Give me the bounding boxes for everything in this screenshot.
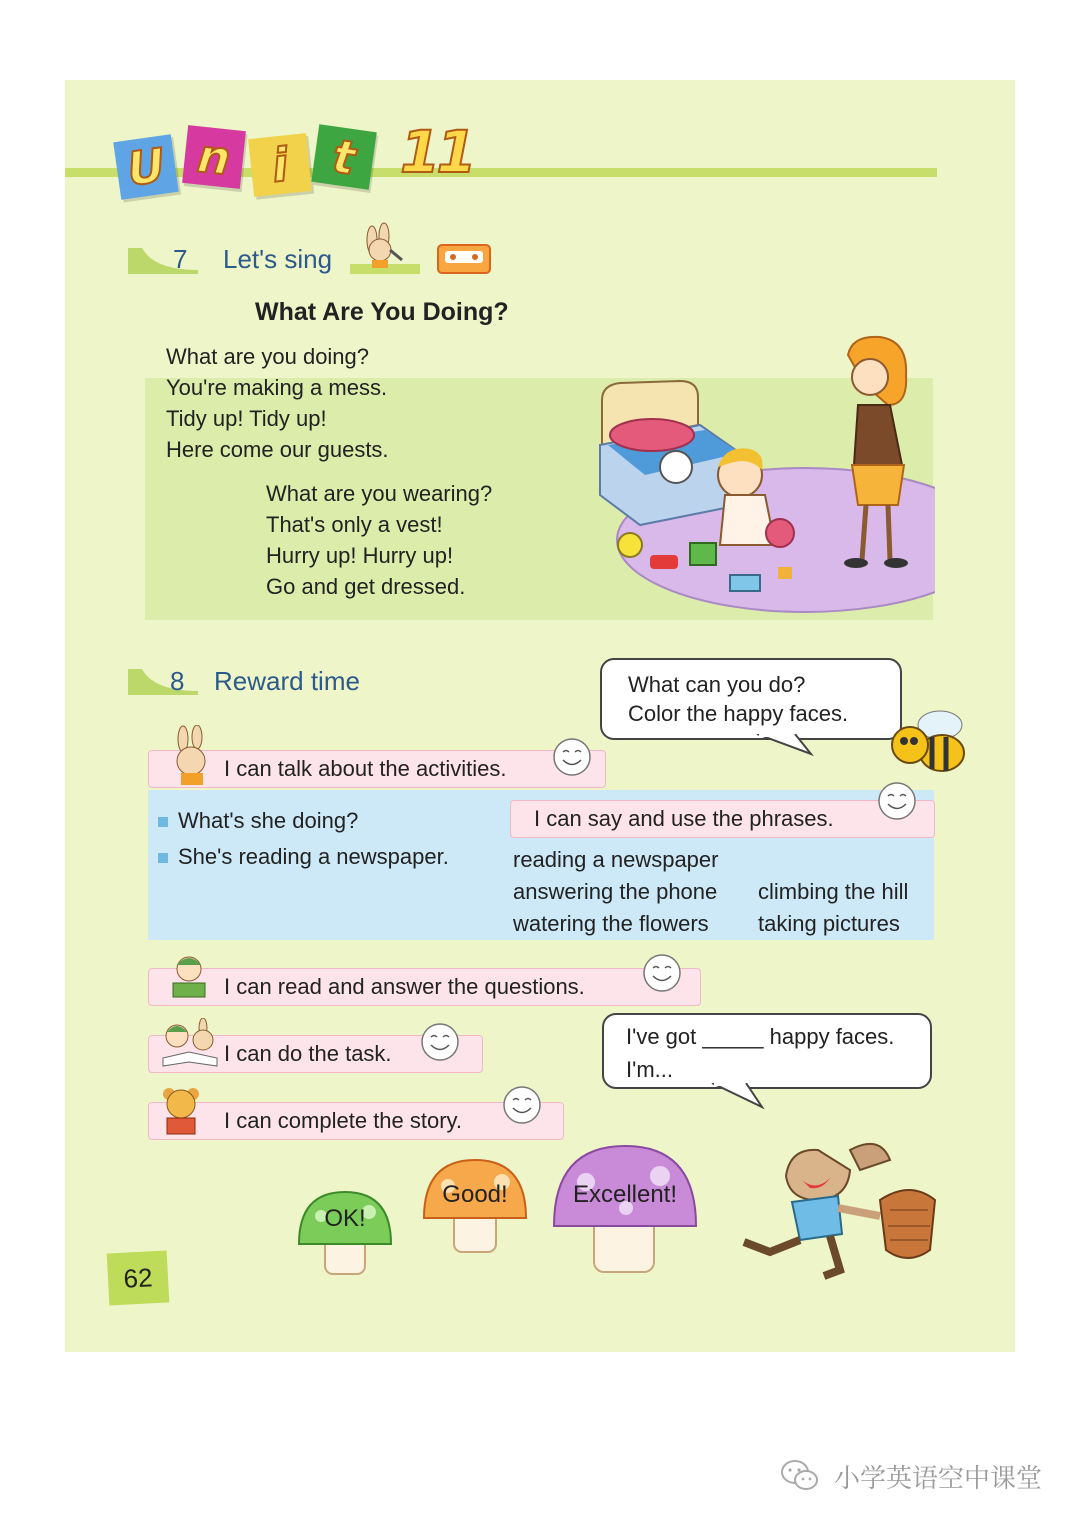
reward-label: I can complete the story. (224, 1108, 463, 1133)
excellent-mushroom-icon[interactable] (550, 1142, 700, 1277)
section-title: Reward time (214, 666, 360, 696)
section-tab-marker (128, 248, 198, 274)
result-speech-bubble (602, 1013, 932, 1089)
messy-room-illustration (590, 335, 935, 625)
reward-label: I can say and use the phrases. (534, 806, 834, 831)
happy-face-icon[interactable] (552, 737, 592, 777)
mushroom-label-ok: OK! (324, 1205, 366, 1232)
kids-with-book-icon (159, 1018, 221, 1070)
bee-icon (880, 705, 975, 785)
bullet-icon (158, 853, 168, 863)
phrase: climbing the hill (758, 879, 909, 904)
example-answer-text: She's reading a newspaper. (178, 844, 449, 869)
lyric-line: Tidy up! Tidy up! (166, 406, 327, 431)
reward-label: I can read and answer the questions. (224, 974, 585, 999)
unit-number: 11 (400, 118, 473, 186)
example-question (158, 808, 358, 834)
lyric-line: Go and get dressed. (266, 574, 466, 599)
section-title: Let's sing (223, 244, 333, 274)
lyric-line: What are you wearing? (266, 481, 493, 506)
section-tab-marker (128, 669, 198, 695)
unit-letter-n: n (182, 125, 246, 189)
example-answer (158, 844, 449, 870)
ok-mushroom-icon[interactable] (295, 1188, 395, 1278)
mushroom-label-excellent: Excellent! (572, 1181, 678, 1208)
verse-1 (166, 341, 389, 465)
lyric-line: Here come our guests. (166, 437, 389, 462)
reward-label: I can talk about the activities. (224, 756, 507, 781)
lyric-line: What are you doing? (166, 344, 370, 369)
reward-read-answer (148, 968, 701, 1006)
unit-letter-i: i (248, 133, 312, 197)
lyric-line: That's only a vest! (266, 512, 443, 537)
page-number: 62 (107, 1250, 170, 1305)
bubble-line: I've got _____ happy faces. (626, 1024, 895, 1049)
lyric-line: Hurry up! Hurry up! (266, 543, 454, 568)
mushroom-label-good: Good! (442, 1181, 508, 1208)
phrase: reading a newspaper (513, 847, 719, 872)
singing-rabbit-icon (350, 220, 420, 280)
happy-face-icon[interactable] (642, 953, 682, 993)
reward-say-phrases (510, 800, 935, 838)
phrase: taking pictures (758, 911, 900, 936)
section-number: 7 (173, 244, 188, 274)
lyric-line: You're making a mess. (166, 375, 388, 400)
bubble-line: Color the happy faces. (628, 701, 849, 726)
happy-face-icon[interactable] (877, 781, 917, 821)
rabbit-girl-icon (163, 725, 218, 787)
textbook-page (65, 80, 1015, 1352)
verse-2 (266, 478, 492, 602)
bear-reading-icon (161, 1084, 201, 1136)
song-title: What Are You Doing? (255, 298, 509, 326)
bubble-tail (710, 1083, 766, 1109)
bee-speech-bubble (600, 658, 902, 740)
wechat-icon (780, 1458, 820, 1494)
reward-label: I can do the task. (224, 1041, 392, 1066)
bubble-tail (755, 734, 815, 756)
unit-letter-u: U (113, 134, 179, 200)
happy-face-icon[interactable] (420, 1022, 460, 1062)
happy-face-icon[interactable] (502, 1085, 542, 1125)
bubble-line: I'm... (626, 1057, 673, 1082)
cassette-tape-icon (437, 244, 491, 274)
section-number: 8 (170, 666, 185, 696)
reading-boy-icon (163, 953, 213, 1003)
rabbit-with-basket-icon (730, 1130, 945, 1280)
watermark-text: 小学英语空中课堂 (833, 1464, 1042, 1494)
bubble-line: What can you do? (628, 672, 806, 697)
bullet-icon (158, 817, 168, 827)
phrase: watering the flowers (513, 911, 709, 936)
phrase: answering the phone (513, 879, 718, 904)
unit-letter-t: t (311, 124, 377, 190)
example-question-text: What's she doing? (178, 808, 359, 833)
